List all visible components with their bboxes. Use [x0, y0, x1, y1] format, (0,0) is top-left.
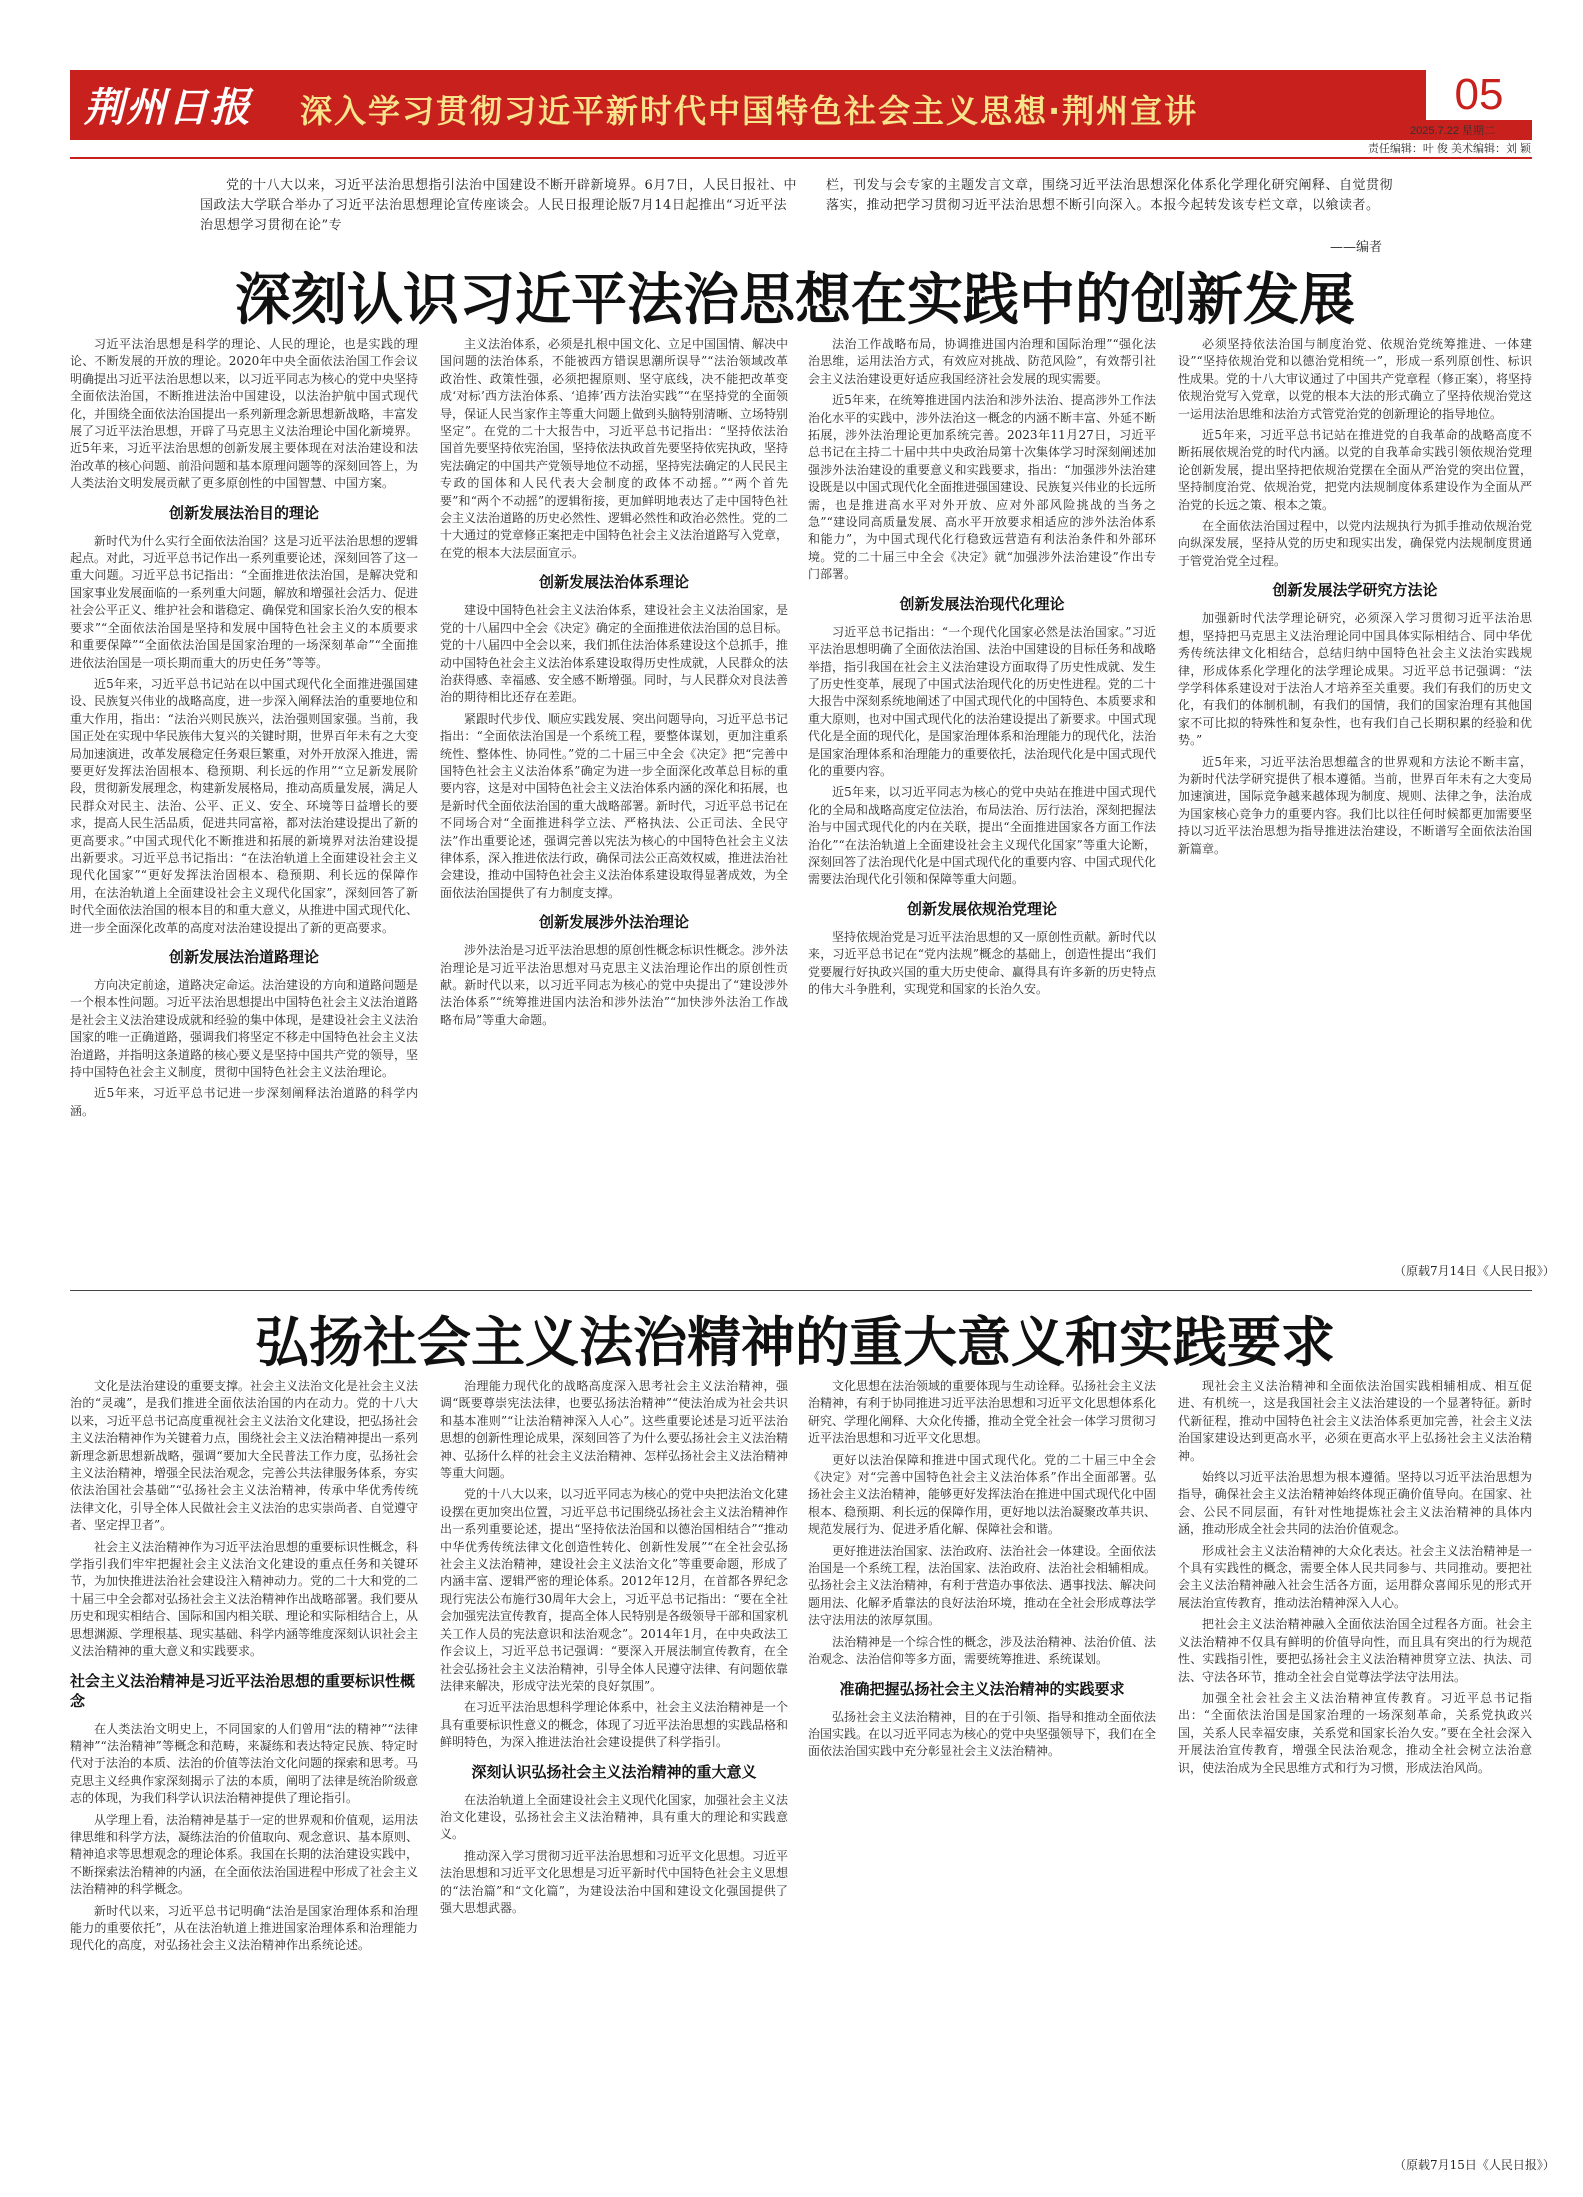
paragraph: 紧跟时代步伐、顺应实践发展、突出问题导向，习近平总书记指出：“全面依法治国是一个系统工程，要整体谋划，更加注重系统性、整体性、协同性。”党的二十届三中全会《决定》把“完善中国特色社会主义法治体系”确定为进一步全面深化改革总目标的重要内容，这是对中国特色社会主义法治体系内涵的深化和拓展，也是新时代全面依法治国的重大战略部署。新时代，习近平总书记在不同场合对“全面推进科学立法、严格执法、公正司法、全民守法”作出重要论述，强调完善以宪法为核心的中国特色社会主义法律体系，深入推进依法行政，确保司法公正高效权威，推进法治社会建设，推动中国特色社会主义法治体系建设取得显著成效，为全面依法治国提供了有力制度支撑。 — [440, 711, 788, 900]
subheading: 创新发展依规治党理论 — [906, 899, 1057, 918]
paragraph: 始终以习近平法治思想为根本遵循。坚持以习近平法治思想为指导，确保社会主义法治精神始终体现正确价值导向。在国家、社会、公民不同层面，有针对性地提炼社会主义法治精神的具体内涵，推动形成全社会共同的法治价值观念。 — [1178, 1470, 1532, 1537]
paragraph: 社会主义法治精神作为习近平法治思想的重要标识性概念，科学指引我们牢牢把握社会主义法治文化建设的重点任务和关键环节，为加快推进法治社会建设注入精神动力。党的二十大和党的二十届三中全会都对弘扬社会主义法治精神作出战略部署。我们要从历史和现实相结合、国际和国内相关联、理论和实际相结合上，从思想渊源、学理根基、现实基础、科学内涵等维度深刻认识社会主义法治精神的重大意义和实践要求。 — [70, 1539, 418, 1659]
subheading: 创新发展涉外法治理论 — [538, 913, 689, 932]
paragraph: 近5年来，以习近平同志为核心的党中央站在推进中国式现代化的全局和战略高度定位法治，布局法治、厉行法治，深刻把握法治与中国式现代化的内在关联，提出“全面推进国家各方面工作法治化”“在法治轨道上全面建设社会主义现代化国家”等重大论断，深刻回答了法治现代化是中国式现代化的重要内容、中国式现代化需要法治现代化引领和保障等重大问题。 — [808, 785, 1156, 887]
paragraph: 从学理上看，法治精神是基于一定的世界观和价值观，运用法律思维和科学方法，凝练法治的价值取向、观念意识、基本原则、精神追求等思想观念的理论体系。我国在长期的法治建设实践中，不断探索法治精神的内涵，在全面依法治国进程中形成了社会主义法治精神的科学概念。 — [70, 1812, 418, 1897]
article-divider — [70, 1290, 1532, 1291]
subheading: 创新发展法治道路理论 — [168, 948, 319, 966]
paragraph: 在全面依法治国过程中，以党内法规执行为抓手推动依规治党向纵深发展，坚持从党的历史和现实出发，确保党内法规制度贯通于管党治党全过程。 — [1178, 519, 1532, 568]
issue-date: 2025.7.22 星期二 — [1410, 125, 1495, 137]
subheading: 创新发展法治体系理论 — [538, 573, 689, 592]
paragraph: 近5年来，习近平总书记站在以中国式现代化全面推进强国建设、民族复兴伟业的战略高度，进一步深入阐释法治的重要地位和重大作用，指出：“法治兴则民族兴，法治强则国家强。当前，我国正处在实现中华民族伟大复兴的关键时期，世界百年未有之大变局加速演进，改革发展稳定任务艰巨繁重，对外开放深入推进，需要更好发挥法治固根本、稳预期、利长远的作用”“立足新发展阶段，贯彻新发展理念，构建新发展格局，推动高质量发展，满足人民群众对民主、法治、公平、正义、安全、环境等日益增长的要求，提高人民生活品质，促进共同富裕，都对法治建设提出了新的更高要求。”中国式现代化不断推进和拓展的新境界对法治建设提出新要求。习近平总书记指出：“在法治轨道上全面建设社会主义现代化国家”“更好发挥法治固根本、稳预期、利长远的保障作用，在法治轨道上全面建设社会主义现代化国家”，深刻回答了新时代全面依法治国的根本目的和重大意义，从推进中国式现代化、进一步全面深化改革的高度对法治建设提出了新的更高要求。 — [70, 676, 418, 935]
paragraph: 近5年来，习近平总书记站在推进党的自我革命的战略高度不断拓展依规治党的时代内涵。以党的自我革命实践引领依规治党理论创新发展，提出坚持把依规治党摆在全面从严治党的突出位置，坚持制度治党、依规治党，把党内法规制度体系建设作为全面从严治党的长远之策、根本之策。 — [1178, 428, 1532, 512]
article2-source: （原载7月15日《人民日报》） — [1394, 2158, 1555, 2172]
paragraph: 新时代为什么实行全面依法治国？这是习近平法治思想的逻辑起点。对此，习近平总书记作出一系列重要论述，深刻回答了这一重大问题。习近平总书记指出：“全面推进依法治国，是解决党和国家事业发展面临的一系列重大问题，解放和增强社会活力、促进社会公平正义、维护社会和谐稳定、确保党和国家长治久安的根本要求”“全面依法治国是坚持和发展中国特色社会主义的本质要求和重要保障”“全面依法治国是国家治理的一场深刻革命”“全面推进依法治国是一项长期而重大的历史任务”等等。 — [70, 533, 418, 670]
paragraph: 在人类法治文明史上，不同国家的人们曾用“法的精神”“法律精神”“法治精神”等概念和范畴，来凝练和表达特定民族、特定时代对于法治的本质、法治的价值等法治文化问题的探索和思考。马克思主义经典作家深刻揭示了法的本质，阐明了法律是统治阶级意志的体现，为我们科学认识法治精神提供了理论指引。 — [70, 1721, 418, 1806]
subheading: 社会主义法治精神是习近平法治思想的重要标识性概念 — [70, 1671, 416, 1710]
paragraph: 党的十八大以来，以习近平同志为核心的党中央把法治文化建设摆在更加突出位置，习近平总书记围绕弘扬社会主义法治精神作出一系列重要论述，提出“坚持依法治国和以德治国相结合”“推动中华优秀传统法律文化创造性转化、创新性发展”“在全社会弘扬社会主义法治精神，建设社会主义法治文化”等重要命题，形成了内涵丰富、逻辑严密的理论体系。2012年12月，在首都各界纪念现行宪法公布施行30周年大会上，习近平总书记指出：“要在全社会加强宪法宣传教育，提高全体人民特别是各级领导干部和国家机关工作人员的宪法意识和法治观念”。2014年1月，在中央政法工作会议上，习近平总书记强调：“要深入开展法制宣传教育，在全社会弘扬社会主义法治精神，引导全体人民遵守法律、有问题依靠法律来解决，形成守法光荣的良好氛围”。 — [440, 1487, 788, 1693]
paragraph: 形成社会主义法治精神的大众化表达。社会主义法治精神是一个具有实践性的概念，需要全体人民共同参与、共同推动。要把社会主义法治精神融入社会生活各方面，运用群众喜闻乐见的形式开展法治宣传教育，推动法治精神深入人心。 — [1178, 1543, 1532, 1610]
article1-column-4 — [1178, 336, 1532, 1256]
paragraph: 在法治轨道上全面建设社会主义现代化国家，加强社会主义法治文化建设，弘扬社会主义法治精神，具有重大的理论和实践意义。 — [440, 1792, 788, 1842]
editor-credits: 责任编辑：叶 俊 美术编辑：刘 颖 — [1367, 143, 1531, 155]
page-number: 05 — [1426, 70, 1532, 120]
editor-signature: ——编者 — [1330, 240, 1383, 255]
paragraph: 治理能力现代化的战略高度深入思考社会主义法治精神，强调“既要尊崇宪法法律，也要弘扬法治精神”“使法治成为社会共识和基本准则”“让法治精神深入人心”。这些重要论述是习近平法治思想的创新性理论成果，深刻回答了为什么要弘扬社会主义法治精神、弘扬什么样的社会主义法治精神、怎样弘扬社会主义法治精神等重大问题。 — [440, 1379, 788, 1481]
article2-headline: 弘扬社会主义法治精神的重大意义和实践要求 — [255, 1311, 1335, 1374]
article1-column-3 — [808, 336, 1156, 1276]
article2-column-4 — [1178, 1378, 1532, 2148]
subheading: 创新发展法治目的理论 — [168, 503, 319, 522]
newspaper-logo: 荆州日报 — [84, 84, 252, 131]
paragraph: 更好以法治保障和推进中国式现代化。党的二十届三中全会《决定》对“完善中国特色社会主义法治体系”作出全面部署。弘扬社会主义法治精神，能够更好发挥法治在推进中国式现代化中固根本、稳预期、利长远的保障作用，更好地以法治凝聚改革共识、规范发展行为、促进矛盾化解、保障社会和谐。 — [808, 1452, 1156, 1537]
paragraph: 法治精神是一个综合性的概念，涉及法治精神、法治价值、法治观念、法治信仰等多方面，需要统筹推进、系统谋划。 — [808, 1634, 1156, 1667]
subheading: 创新发展法学研究方法论 — [1272, 581, 1438, 600]
paragraph: 在习近平法治思想科学理论体系中，社会主义法治精神是一个具有重要标识性意义的概念，体现了习近平法治思想的实践品格和鲜明特色，为深入推进法治社会建设提供了科学指引。 — [440, 1700, 788, 1750]
article2-column-2 — [440, 1378, 788, 2174]
paragraph: 近5年来，习近平总书记进一步深刻阐释法治道路的科学内涵。 — [70, 1086, 418, 1118]
paragraph: 坚持依规治党是习近平法治思想的又一原创性贡献。新时代以来，习近平总书记在“党内法规”概念的基础上，创造性提出“我们党要履行好执政兴国的重大历史使命、赢得具有许多新的历史特点的伟大斗争胜利，实现党和国家的长治久安。 — [808, 929, 1156, 996]
article2-column-3 — [808, 1378, 1156, 2174]
subheading: 深刻认识弘扬社会主义法治精神的重大意义 — [471, 1762, 757, 1781]
paragraph: 更好推进法治国家、法治政府、法治社会一体建设。全面依法治国是一个系统工程，法治国家、法治政府、法治社会相辅相成。弘扬社会主义法治精神，有利于营造办事依法、遇事找法、解决问题用法、化解矛盾靠法的良好法治环境，推动在全社会形成尊法学法守法用法的浓厚氛围。 — [808, 1543, 1156, 1628]
article1-column-1 — [70, 336, 418, 1276]
paragraph: 涉外法治是习近平法治思想的原创性概念标识性概念。涉外法治理论是习近平法治思想对马克思主义法治理论作出的原创性贡献。新时代以来，以习近平同志为核心的党中央提出了“建设涉外法治体系”“统筹推进国内法治和涉外法治”“加快涉外法治工作战略布局”等重大命题。 — [440, 943, 788, 1027]
article1-column-2 — [440, 336, 788, 1276]
paragraph: 推动深入学习贯彻习近平法治思想和习近平文化思想。习近平法治思想和习近平文化思想是习近平新时代中国特色社会主义思想的“法治篇”和“文化篇”，为建设法治中国和建设文化强国提供了强大思想武器。 — [440, 1848, 788, 1915]
paragraph: 近5年来，在统筹推进国内法治和涉外法治、提高涉外工作法治化水平的实践中，涉外法治这一概念的内涵不断丰富、外延不断拓展，涉外法治理论更加系统完善。2023年11月27日，习近平总书记在主持二十届中共中央政治局第十次集体学习时深刻阐述加强涉外法治建设的重要意义和实践要求，指出：“加强涉外法治建设既是以中国式现代化全面推进强国建设、民族复兴伟业的长远所需，也是推进高水平对外开放、应对外部风险挑战的当务之急”“建设同高质量发展、高水平开放要求相适应的涉外法治体系和能力”，为中国式现代化行稳致远营造有利法治条件和外部环境。党的二十届三中全会《决定》就“加强涉外法治建设”作出专门部署。 — [808, 393, 1156, 582]
paragraph: 现社会主义法治精神和全面依法治国实践相辅相成、相互促进、有机统一，这是我国社会主义法治建设的一个显著特征。新时代新征程，推动中国特色社会主义法治体系更加完善，社会主义法治国家建设达到更高水平，必须在更高水平上弘扬社会主义法治精神。 — [1178, 1379, 1532, 1463]
paragraph: 加强新时代法学理论研究，必须深入学习贯彻习近平法治思想，坚持把马克思主义法治理论同中国具体实际相结合、同中华优秀传统法律文化相结合，总结归纳中国特色社会主义法治实践规律，形成体系化学理化的法学理论成果。习近平总书记强调：“法学学科体系建设对于法治人才培养至关重要。我们有我们的历史文化，有我们的体制机制，有我们的国情，我们的国家治理有其他国家不可比拟的特殊性和复杂性，也有我们自己长期积累的经验和优势。” — [1178, 611, 1532, 748]
paragraph: 文化思想在法治领域的重要体现与生动诠释。弘扬社会主义法治精神，有利于协同推进习近平法治思想和习近平文化思想体系化研究、学理化阐释、大众化传播，推动全党全社会一体学习贯彻习近平法治思想和习近平文化思想。 — [808, 1379, 1156, 1446]
paragraph: 文化是法治建设的重要支撑。社会主义法治文化是社会主义法治的“灵魂”，是我们推进全面依法治国的内在动力。党的十八大以来，习近平总书记高度重视社会主义法治文化建设，把弘扬社会主义法治精神作为关键着力点，围绕社会主义法治精神提出一系列新理念新思想新战略，强调“要加大全民普法工作力度，弘扬社会主义法治精神，增强全民法治观念，完善公共法律服务体系，夯实依法治国社会基础”“弘扬社会主义法治精神，传承中华优秀传统法律文化，引导全体人民做社会主义法治的忠实崇尚者、自觉遵守者、坚定捍卫者”。 — [70, 1379, 418, 1533]
paragraph: 习近平总书记指出：“一个现代化国家必然是法治国家。”习近平法治思想明确了全面依法治国、法治中国建设的目标任务和战略举措，指引我国在社会主义法治建设方面取得了历史性成就、发生了历史性变革，展现了中国式法治现代化的历史性进程。党的二十大报告中深刻系统地阐述了中国式现代化的中国特色、本质要求和重大原则，也对中国式现代化的法治建设提出了新要求。中国式现代化是全面的现代化，是国家治理体系和治理能力的现代化，法治是国家治理体系和治理能力的重要依托，法治现代化是中国式现代化的重要内容。 — [808, 624, 1156, 778]
article1-headline: 深刻认识习近平法治思想在实践中的创新发展 — [235, 268, 1355, 333]
paragraph: 把社会主义法治精神融入全面依法治国全过程各方面。社会主义法治精神不仅具有鲜明的价值导向性，而且具有突出的行为规范性、实践指引性，要把弘扬社会主义法治精神贯穿立法、执法、司法、守法各环节，推动全社会自觉尊法学法守法用法。 — [1178, 1617, 1532, 1684]
article1-source: （原载7月14日《人民日报》） — [1394, 1264, 1555, 1278]
paragraph: 法治工作战略布局，协调推进国内治理和国际治理”“强化法治思维，运用法治方式，有效应对挑战、防范风险”，有效帮引社会主义法治建设更好适应我国经济社会发展的现实需要。 — [808, 337, 1156, 386]
paragraph: 必须坚持依法治国与制度治党、依规治党统筹推进、一体建设”“坚持依规治党和以德治党相统一”，形成一系列原创性、标识性成果。党的十八大审议通过了中国共产党章程（修正案），将坚持依规治党写入党章，以党的根本大法的形式确立了坚持依规治党这一运用法治思维和法治方式管党治党的创新理论的指导地位。 — [1178, 337, 1532, 421]
paragraph: 加强全社会社会主义法治精神宣传教育。习近平总书记指出：“全面依法治国是国家治理的一场深刻革命，关系党执政兴国，关系人民幸福安康，关系党和国家长治久安。”要在全社会深入开展法治宣传教育，增强全民法治观念，推动全社会树立法治意识，使法治成为全民思维方式和行为习惯，形成法治风尚。 — [1178, 1690, 1532, 1775]
header-rule — [70, 157, 1532, 159]
paragraph: 方向决定前途，道路决定命运。法治建设的方向和道路问题是一个根本性问题。习近平法治思想提出中国特色社会主义法治道路是社会主义法治建设成就和经验的集中体现，是建设社会主义法治国家的唯一正确道路，强调我们将坚定不移走中国特色社会主义法治道路，并指明这条道路的核心要义是坚持中国共产党的领导，坚持中国特色社会主义制度，贯彻中国特色社会主义法治理论。 — [70, 978, 418, 1080]
paragraph: 建设中国特色社会主义法治体系，建设社会主义法治国家，是党的十八届四中全会《决定》确定的全面推进依法治国的总目标。党的十八届四中全会以来，我们抓住法治体系建设这个总抓手，推动中国特色社会主义法治体系建设取得历史性成就，人民群众的法治获得感、幸福感、安全感不断增强。同时，与人民群众对良法善治的期待相比还存在差距。 — [440, 603, 788, 705]
paragraph: 弘扬社会主义法治精神，目的在于引领、指导和推动全面依法治国实践。在以习近平同志为核心的党中央坚强领导下，我们在全面依法治国实践中充分彰显社会主义法治精神。 — [808, 1709, 1156, 1759]
paragraph: 主义法治体系，必须是扎根中国文化、立足中国国情、解决中国问题的法治体系，不能被西方错误思潮所误导”“法治领域改革政治性、政策性强，必须把握原则、坚守底线，决不能把改革变成‘对标’西方法治体系、‘追捧’西方法治实践”“在坚持党的全面领导，保证人民当家作主等重大问题上做到头脑特别清晰、立场特别坚定”。在党的二十大报告中，习近平总书记指出：“坚持依法治国首先要坚持依宪治国，坚持依法执政首先要坚持依宪执政，坚持宪法确定的中国共产党领导地位不动摇，坚持宪法确定的人民民主专政的国体和人民代表大会制度的政体不动摇。”“两个首先要”和“两个不动摇”的逻辑衔接，更加鲜明地表达了走中国特色社会主义法治道路的历史必然性、逻辑必然性和政治必然性。党的二十大通过的党章修正案把走中国特色社会主义法治道路写入党章，在党的根本大法层面宣示。 — [440, 337, 788, 560]
editor-note-part1: 党的十八大以来，习近平法治思想指引法治中国建设不断开辟新境界。6月7日，人民日报社、中国政法大学联合举办了习近平法治思想理论宣传座谈会。人民日报理论版7月14日起推出“习近平法治思想学习贯彻在论”专 — [200, 178, 798, 233]
paragraph: 习近平法治思想是科学的理论、人民的理论，也是实践的理论、不断发展的开放的理论。2020年中央全面依法治国工作会议明确提出习近平法治思想以来，以习近平同志为核心的党中央坚持全面依法治国，不断推进法治中国建设，以法治护航中国式现代化，并围绕全面依法治国提出一系列新理念新思想新战略，丰富发展了习近平法治思想，开辟了马克思主义法治理论中国化新境界。近5年来，习近平法治思想的创新发展主要体现在对法治建设和法治改革的核心问题、前沿问题和基本原理问题等的深刻回答上，为人类法治文明发展贡献了更多原创性的中国智慧、中国方案。 — [70, 337, 418, 491]
subheading: 创新发展法治现代化理论 — [899, 594, 1065, 613]
article2-column-1 — [70, 1378, 418, 2174]
paragraph: 近5年来，习近平法治思想蕴含的世界观和方法论不断丰富，为新时代法学研究提供了根本遵循。当前，世界百年未有之大变局加速演进，国际竞争越来越体现为制度、规则、法律之争，法治成为国家核心竞争力的重要内容。我们比以往任何时候都更加需要坚持以习近平法治思想为指导推进法治建设，不断谱写全面依法治国新篇章。 — [1178, 754, 1532, 856]
paragraph: 新时代以来，习近平总书记明确“法治是国家治理体系和治理能力的重要依托”，从在法治轨道上推进国家治理体系和治理能力现代化的高度，对弘扬社会主义法治精神作出系统论述。 — [70, 1903, 418, 1953]
subheading: 准确把握弘扬社会主义法治精神的实践要求 — [839, 1679, 1125, 1698]
editor-note-part2: 栏，刊发与会专家的主题发言文章，围绕习近平法治思想深化体系化学理化研究阐释、自觉贯彻落实，推动把学习贯彻习近平法治思想不断引向深入。本报今起转发该专栏文章，以飨读者。 — [826, 178, 1394, 213]
section-title: 深入学习贯彻习近平新时代中国特色社会主义思想·荆州宣讲 — [300, 92, 1199, 130]
